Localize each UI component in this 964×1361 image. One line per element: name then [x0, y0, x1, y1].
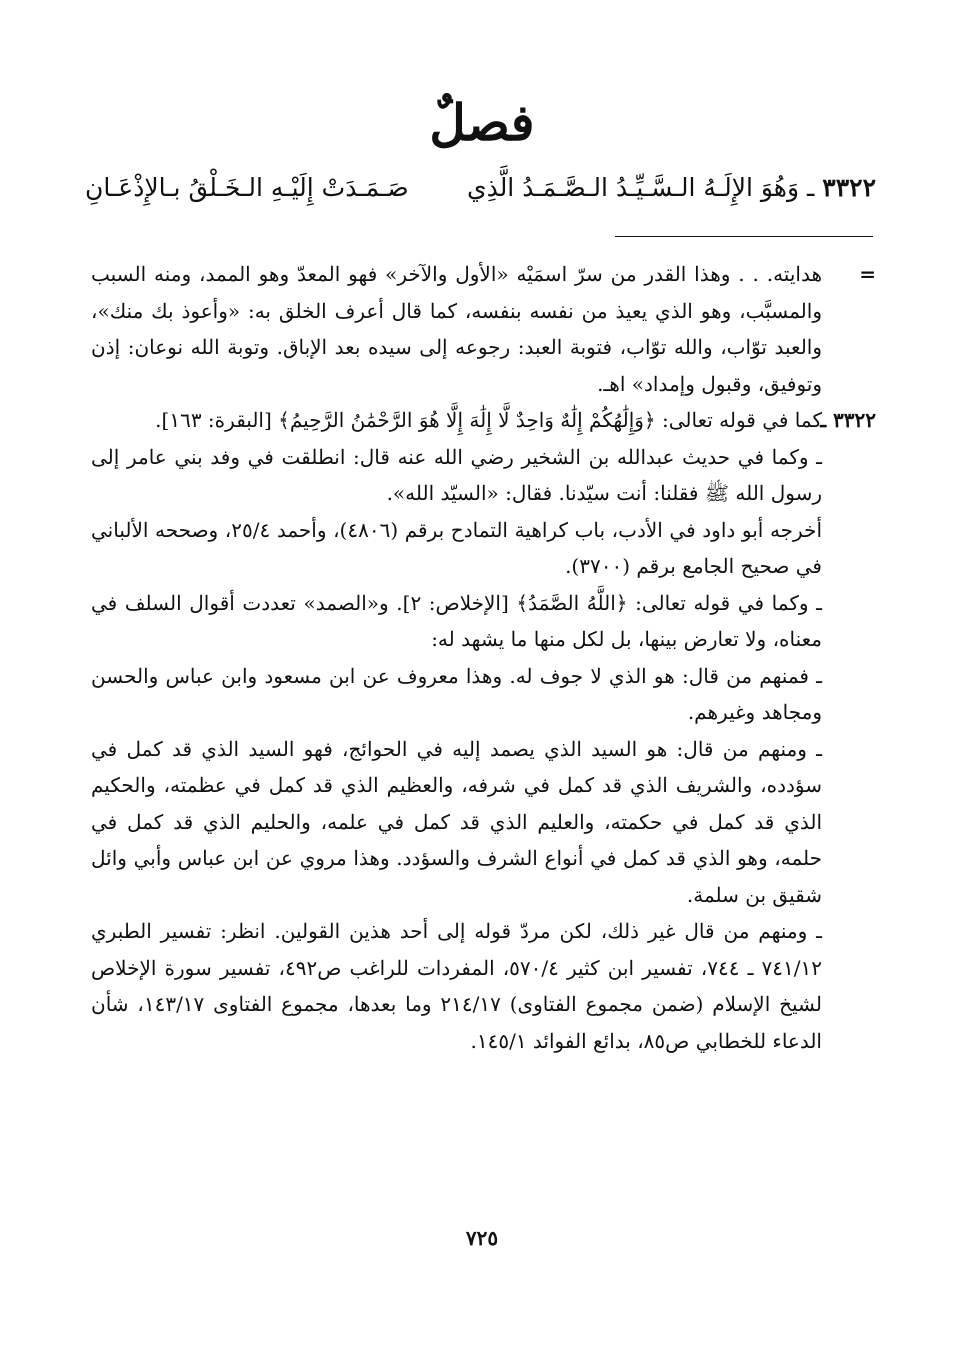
footnote-marker: =: [859, 262, 876, 286]
footnote-paragraph: ـ ومنهم من قال غير ذلك، لكن مردّ قوله إلى أحد هذين القولين. انظر: تفسير الطبري ٧٤١/١٢ ـ ٧٤٤، تفسير ابن كثير ٥٧٠/٤، المفردات للراغب ص٤٩٢، تفسير سورة الإخلاص لشيخ الإسلام (ضمن مجموع الفتاوى) ٢١٤/١٧ وما بعدها، مجموع الفتاوى ١٤٣/١٧، شأن الدعاء للخطابي ص٨٥، بدائع الفوائد ١٤٥/١.: [91, 919, 822, 1053]
footnote-continuation: [91, 256, 876, 402]
footnote-paragraph: ـ وكما في قوله تعالى: ﴿اللَّهُ الصَّمَدُ﴾ [الإخلاص: ٢]. و«الصمد» تعددت أقوال السلف في معناه، ولا تعارض بينها، بل لكل منها ما يشهد له:: [91, 590, 822, 651]
footnote-paragraph: ـ وكما في حديث عبدالله بن الشخير رضي الله عنه قال: انطلقت في وفد بني عامر إلى رسول الله ﷺ فقلنا: أنت سيّدنا. فقال: «السيّد الله».: [91, 444, 822, 505]
footnote-marker: ٣٣٢٢ ـ: [820, 408, 876, 432]
verse-number: ٣٣٢٢: [822, 173, 876, 202]
verse-second-hemistich: صَـمَـدَتْ إِلَيْـهِ الـخَـلْقُ بـالإِذْعَـانِ: [85, 173, 409, 202]
footnotes: [91, 256, 876, 1059]
poem-verse: [85, 166, 876, 210]
footnote-3322: [91, 402, 876, 1059]
footnote-separator: [615, 236, 873, 237]
verse-first-hemistich: [467, 166, 876, 210]
footnote-paragraph: أخرجه أبو داود في الأدب، باب كراهية التمادح برقم (٤٨٠٦)، وأحمد ٢٥/٤، وصححه الألباني في صحيح الجامع برقم (٣٧٠٠).: [91, 517, 822, 578]
footnote-paragraph: هدايته. . . وهذا القدر من سرّ اسمَيْه «الأول والآخر» فهو المعدّ وهو الممد، ومنه السبب والمسبَّب، وهو الذي يعيذ من نفسه بنفسه، كما قال أعرف الخلق به: «وأعوذ بك منك»، والعبد توّاب، والله توّاب، فتوبة العبد: رجوعه إلى سيده بعد الإباق. وتوبة الله نوعان: إذن وتوفيق، وقبول وإمداد» اهـ.: [91, 262, 822, 396]
verse-first-hemistich-text: وَهُوَ الإِلَـهُ الـسَّـيِّـدُ الـصَّـمَـدُ الَّذِي: [467, 173, 800, 202]
verse-dash: ـ: [799, 173, 823, 202]
page-number: ٧٢٥: [465, 1226, 499, 1250]
footnote-paragraph: ـ فمنهم من قال: هو الذي لا جوف له. وهذا معروف عن ابن مسعود وابن عباس والحسن ومجاهد وغيرهم.: [91, 663, 822, 724]
footnote-paragraph: ـ ومنهم من قال: هو السيد الذي يصمد إليه في الحوائج، فهو السيد الذي قد كمل في سؤدده، والشريف الذي قد كمل في شرفه، والعظيم الذي قد كمل في عظمته، والحكيم الذي قد كمل في حكمته، والعليم الذي قد كمل في علمه، والحليم الذي قد كمل في حلمه، وهو الذي قد كمل في أنواع الشرف والسؤدد. وهذا مروي عن ابن عباس وأبي وائل شقيق بن سلمة.: [91, 736, 822, 907]
section-heading: فصلٌ: [429, 93, 535, 152]
footnote-paragraph: كما في قوله تعالى: ﴿وَإِلَٰهُكُمْ إِلَٰهٌ وَاحِدٌ لَّا إِلَٰهَ إِلَّا هُوَ الرَّحْمَٰنُ الرَّحِيمُ﴾ [البقرة: ١٦٣].: [155, 408, 822, 432]
